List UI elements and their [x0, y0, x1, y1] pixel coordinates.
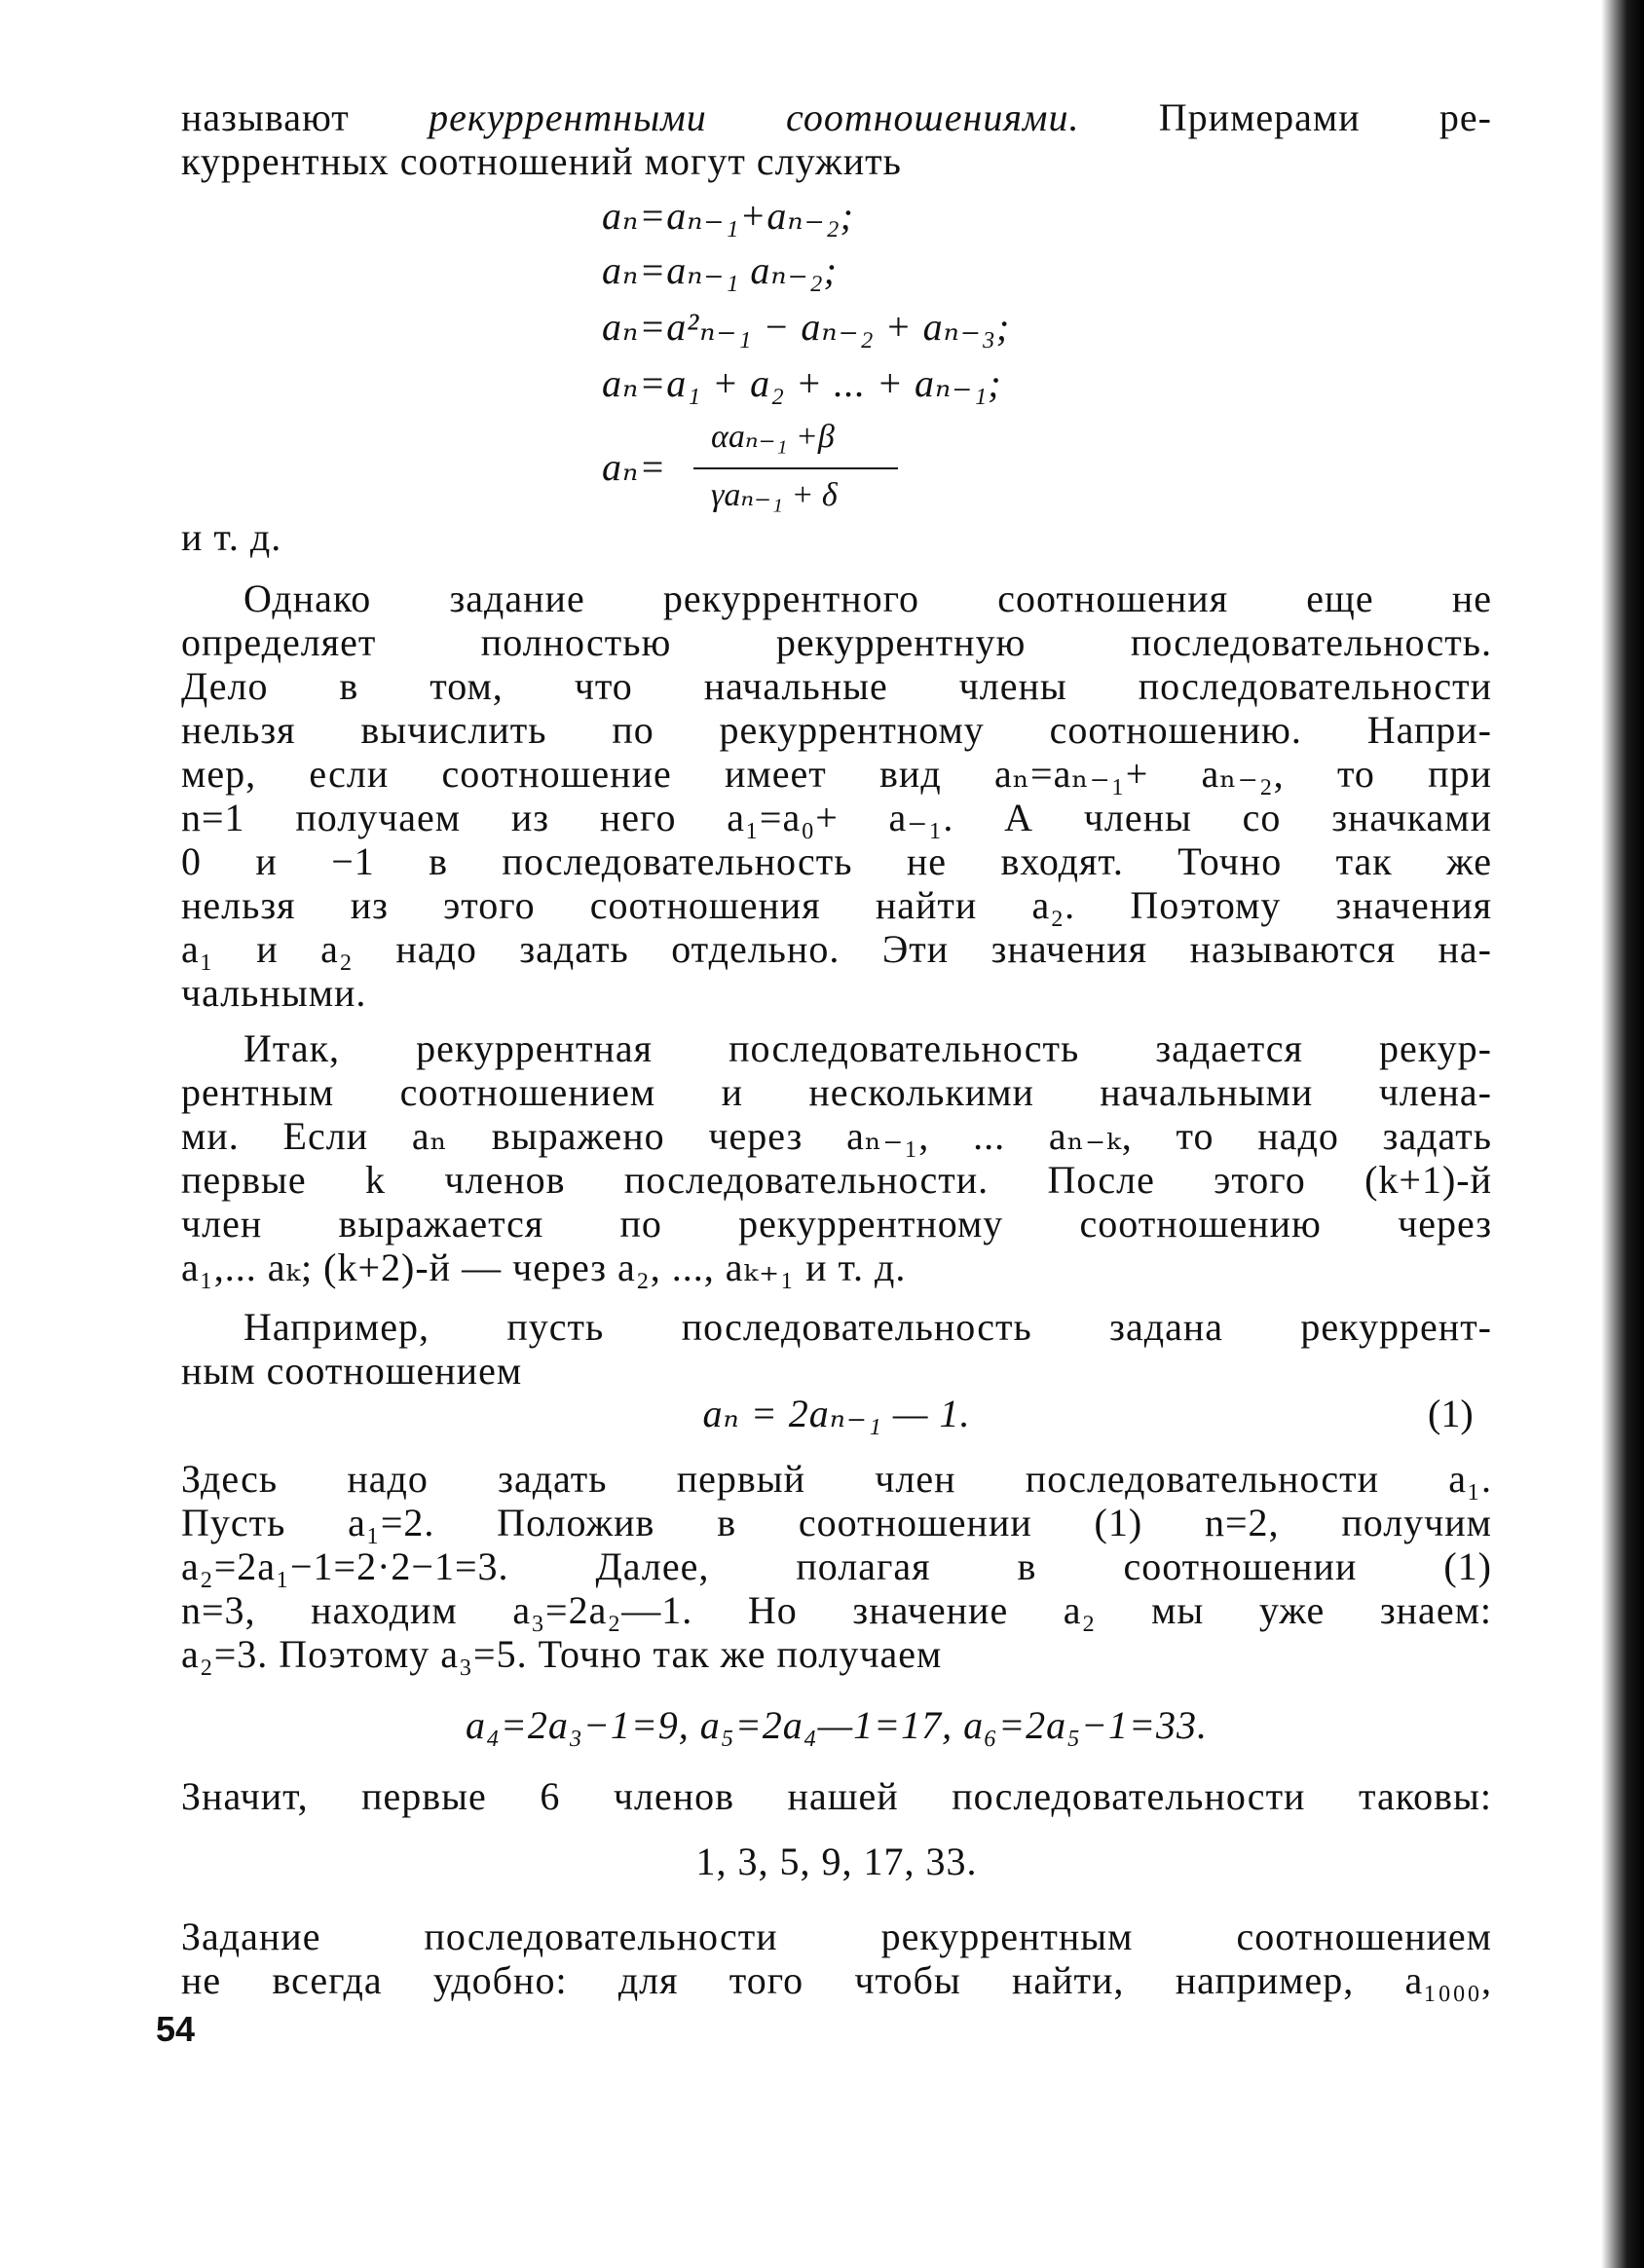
- formula-5-denominator: γaₙ₋₁ + δ: [711, 477, 838, 513]
- text-line: не всегда удобно: для того чтобы найти, например, a₁₀₀₀,: [181, 1958, 1492, 2002]
- formula-3: aₙ=a²ₙ₋₁ − aₙ₋₂ + aₙ₋₃;: [602, 305, 1011, 349]
- emphasized-term: рекуррентными соотношениями.: [429, 95, 1080, 139]
- paragraph-6: [181, 1915, 1492, 2002]
- sequence-values: 1, 3, 5, 9, 17, 33.: [695, 1840, 978, 1883]
- equation-2: a₄=2a₃−1=9, a₅=2a₄—1=17, a₆=2a₅−1=33.: [466, 1703, 1208, 1747]
- text-line: 0 и −1 в последовательность не входят. Точно так же: [181, 839, 1492, 883]
- paragraph-1: [181, 576, 1492, 1015]
- page-number: 54: [156, 2009, 196, 2049]
- paragraph-5: [181, 1774, 1492, 1818]
- text-line: a₂=3. Поэтому a₃=5. Точно так же получаем: [181, 1632, 943, 1676]
- intro-paragraph: [181, 95, 1492, 183]
- text-line: Пусть a₁=2. Положив в соотношении (1) n=2, получим: [181, 1501, 1492, 1544]
- text-line: n=1 получаем из него a₁=a₀+ a₋₁. А члены со значками: [181, 796, 1492, 839]
- text-line: a₁ и a₂ надо задать отдельно. Эти значения называются на-: [181, 927, 1492, 971]
- formula-5-numerator: αaₙ₋₁ +β: [711, 419, 835, 455]
- paragraph-4: [181, 1457, 1492, 1676]
- text-line: нельзя вычислить по рекуррентному соотношению. Напри-: [181, 708, 1492, 752]
- etc-text: и т. д.: [181, 515, 282, 559]
- fraction-bar: [693, 467, 898, 469]
- text-line: a₂=2a₁−1=2·2−1=3. Далее, полагая в соотношении (1): [181, 1544, 1492, 1588]
- paragraph-3: [181, 1305, 1492, 1393]
- page-edge-shadow: [1601, 0, 1644, 2268]
- equation-1-number: (1): [1428, 1392, 1474, 1435]
- text-line: мер, если соотношение имеет вид aₙ=aₙ₋₁+ aₙ₋₂, то при: [181, 752, 1492, 796]
- text-line: Значит, первые 6 членов нашей последовательности таковы:: [181, 1774, 1492, 1818]
- text-line: Однако задание рекуррентного соотношения еще не: [243, 576, 1492, 620]
- text-line: определяет полностью рекуррентную последовательность.: [181, 620, 1492, 664]
- text-line: ным соотношением: [181, 1349, 523, 1393]
- text-line: Итак, рекуррентная последовательность задается рекур-: [243, 1026, 1492, 1070]
- text-line: нельзя из этого соотношения найти a₂. Поэтому значения: [181, 883, 1492, 927]
- text-line: Дело в том, что начальные члены последовательности: [181, 664, 1492, 708]
- text-line: n=3, находим a₃=2a₂—1. Но значение a₂ мы уже знаем:: [181, 1588, 1492, 1632]
- text-line: a₁,... aₖ; (k+2)-й — через a₂, ..., aₖ₊₁ и т. д.: [181, 1246, 907, 1289]
- text-line: куррентных соотношений могут служить: [181, 139, 902, 183]
- text-line: [181, 95, 1492, 139]
- text-line: член выражается по рекуррентному соотношению через: [181, 1202, 1492, 1246]
- text-line: чальными.: [181, 971, 367, 1015]
- text-line: рентным соотношением и несколькими начальными члена-: [181, 1070, 1492, 1114]
- text-line: Задание последовательности рекуррентным соотношением: [181, 1915, 1492, 1958]
- text-span: называют: [181, 95, 430, 139]
- text-line: ми. Если aₙ выражено через aₙ₋₁, ... aₙ₋ₖ, то надо задать: [181, 1114, 1492, 1158]
- formula-4: aₙ=a₁ + a₂ + ... + aₙ₋₁;: [602, 361, 1002, 405]
- text-line: Например, пусть последовательность задана рекуррент-: [243, 1305, 1492, 1349]
- formula-2: aₙ=aₙ₋₁ aₙ₋₂;: [602, 248, 838, 292]
- text-span: Примерами ре-: [1079, 95, 1492, 139]
- text-line: первые k членов последовательности. После этого (k+1)-й: [181, 1158, 1492, 1202]
- equation-1: aₙ = 2aₙ₋₁ — 1.: [702, 1392, 971, 1435]
- text-line: Здесь надо задать первый член последовательности a₁.: [181, 1457, 1492, 1501]
- paragraph-2: [181, 1026, 1492, 1289]
- formula-5-lhs: aₙ=: [602, 445, 667, 489]
- formula-1: aₙ=aₙ₋₁+aₙ₋₂;: [602, 194, 854, 238]
